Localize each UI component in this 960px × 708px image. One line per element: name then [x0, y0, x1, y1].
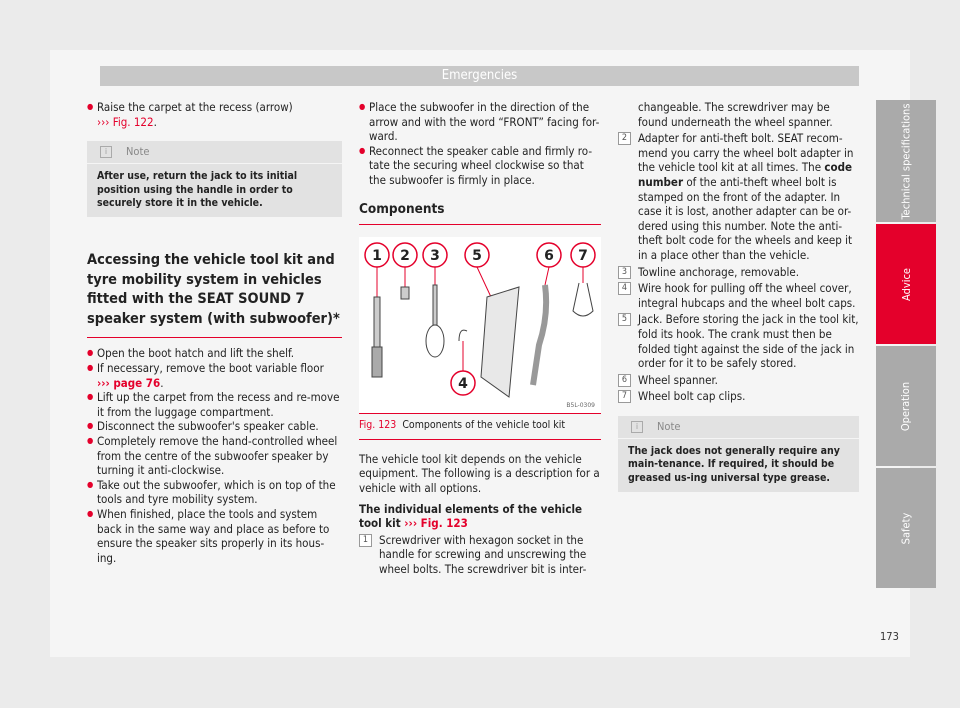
page-number: 173: [880, 630, 899, 643]
tab-label: Safety: [899, 512, 913, 544]
tab-advice[interactable]: [876, 224, 936, 344]
column-2: [359, 100, 601, 579]
figure-link[interactable]: [97, 115, 154, 129]
list-item: [618, 265, 859, 280]
item-number: 6: [618, 374, 631, 387]
wire-hook-shape: [459, 330, 467, 341]
callout-number: 5: [472, 248, 482, 265]
list-item: ● Raise the carpet at the recess (arrow) ››› Fig. 122.: [87, 100, 342, 129]
list-item: [618, 281, 859, 310]
item-text: Jack. Before storing the jack in the tool kit, fold its hook. The crank must then be folded tight against the side of the jack in order for it to be safely stored.: [638, 312, 859, 371]
list-item: [359, 533, 601, 577]
list-item: ● Open the boot hatch and lift the shelf.: [87, 346, 342, 361]
note-text: The jack does not generally require any main-tenance. If required, it should be greased us-ing universal type grease.: [628, 444, 840, 484]
bullet-text: If necessary, remove the boot variable floor: [97, 361, 324, 375]
list-item: [618, 373, 859, 388]
item-number: 5: [618, 313, 631, 326]
item-text: Wheel spanner.: [638, 372, 718, 387]
callout-number: 2: [400, 248, 410, 265]
tool-kit-figure: [359, 237, 601, 414]
towline-ring: [426, 325, 444, 357]
note-text: After use, return the jack to its initial position using the handle in order to securely store it in the vehicle.: [97, 170, 298, 209]
tab-label: Operation: [899, 381, 913, 431]
note-label: Note: [126, 144, 150, 158]
jack-shape: [481, 287, 519, 397]
figure-label: Fig. 123: [359, 419, 397, 432]
list-item: ● Lift up the carpet from the recess and re-move it from the luggage compartment.: [87, 390, 342, 419]
wheel-spanner-shape: [533, 285, 546, 385]
list-item: ● When finished, place the tools and system back in the same way and place as before to ensure the speaker sits properly in its hous-ing.: [87, 507, 342, 565]
callout-number: 1: [372, 248, 382, 265]
list-heading: [359, 502, 601, 531]
list-heading-text: The individual elements of the vehicle tool kit: [359, 501, 583, 531]
tab-technical-specifications[interactable]: [876, 100, 936, 222]
item-number: 1: [359, 534, 372, 547]
list-item: ● Completely remove the hand-controlled wheel from the centre of the subwoofer speaker by turning it anti-clockwise.: [87, 434, 342, 478]
list-item: ● Disconnect the subwoofer's speaker cable.: [87, 419, 342, 434]
caption-text: Components of the vehicle tool kit: [402, 419, 566, 432]
item-number: 7: [618, 390, 631, 403]
tab-label: Advice: [899, 267, 913, 301]
page-header: Emergencies: [100, 66, 859, 86]
tab-label: Technical specifications: [899, 103, 913, 219]
list-item: [618, 131, 859, 262]
bullet-text: Raise the carpet at the recess (arrow): [97, 100, 293, 114]
towline-shape: [433, 285, 437, 325]
link-text: Fig. 122: [112, 114, 154, 129]
item-bold-text: code number: [638, 160, 853, 189]
item-number: 3: [618, 266, 631, 279]
list-item: ● Take out the subwoofer, which is on top of the tools and tyre mobility system.: [87, 478, 342, 507]
continued-text: changeable. The screwdriver may be found underneath the wheel spanner.: [638, 100, 833, 129]
list-item: ● Place the subwoofer in the direction of the arrow and with the word “FRONT” facing for-ward.: [359, 100, 601, 144]
tool-kit-illustration: [359, 237, 601, 413]
figure-link[interactable]: ››› Fig. 123: [404, 516, 468, 531]
link-arrows: ›››: [97, 114, 113, 129]
cap-clip-shape: [573, 283, 593, 316]
callout-number: 7: [578, 248, 588, 265]
section-heading: Components: [359, 202, 601, 226]
note-box: [87, 141, 342, 217]
paragraph: The vehicle tool kit depends on the vehicle equipment. The following is a description for a vehicle with all options.: [359, 451, 600, 495]
item-number: 4: [618, 282, 631, 295]
column-3: [618, 100, 859, 492]
info-icon: i: [100, 146, 112, 158]
list-item: [618, 389, 859, 404]
info-icon: i: [631, 421, 643, 433]
screwdriver-shape: [374, 297, 380, 347]
note-header: [618, 416, 859, 439]
adapter-shape: [401, 287, 409, 299]
item-text: Adapter for anti-theft bolt. SEAT recom-mend you carry the wheel bolt adapter in the vehicle tool kit at all times. The: [638, 131, 854, 175]
callout-number: 4: [458, 376, 468, 393]
section-heading: Accessing the vehicle tool kit and tyre mobility system in vehicles fitted with the SEAT SOUND 7 speaker system (with subwoofer)*: [87, 251, 342, 338]
bullet-list: [87, 346, 342, 565]
screwdriver-handle: [372, 347, 382, 377]
callout-number: 6: [544, 248, 554, 265]
list-item: [87, 361, 342, 390]
tab-operation[interactable]: [876, 346, 936, 466]
figure-caption: [359, 418, 601, 440]
item-text: of the anti-theft wheel bolt is stamped on the front of the adapter. In case it is lost, another adapter can be or-dered using this number. Note the anti-theft bolt code for the wheels and keep it in a place other than the vehicle.: [638, 174, 853, 262]
note-header: [87, 141, 342, 164]
item-text: Wire hook for pulling off the wheel cover, integral hubcaps and the wheel bolt caps.: [638, 281, 856, 310]
punctuation: .: [160, 375, 164, 390]
item-text: Towline anchorage, removable.: [638, 264, 800, 279]
tab-safety[interactable]: [876, 468, 936, 588]
item-number: 2: [618, 132, 631, 145]
page-link[interactable]: ››› page 76: [97, 375, 161, 390]
item-text: Wheel bolt cap clips.: [638, 389, 746, 404]
callout-number: 3: [430, 248, 440, 265]
list-item: ● Reconnect the speaker cable and firmly ro-tate the securing wheel clockwise so that the subwoofer is firmly in place.: [359, 144, 601, 188]
item-text: Screwdriver with hexagon socket in the handle for screwing and unscrewing the wheel bolts. The screwdriver bit is inter-: [379, 532, 587, 576]
list-item: [618, 312, 859, 370]
column-1: [87, 100, 342, 565]
note-box: [618, 416, 859, 492]
figure-code: B5L-0309: [566, 402, 595, 410]
note-label: Note: [657, 419, 681, 433]
